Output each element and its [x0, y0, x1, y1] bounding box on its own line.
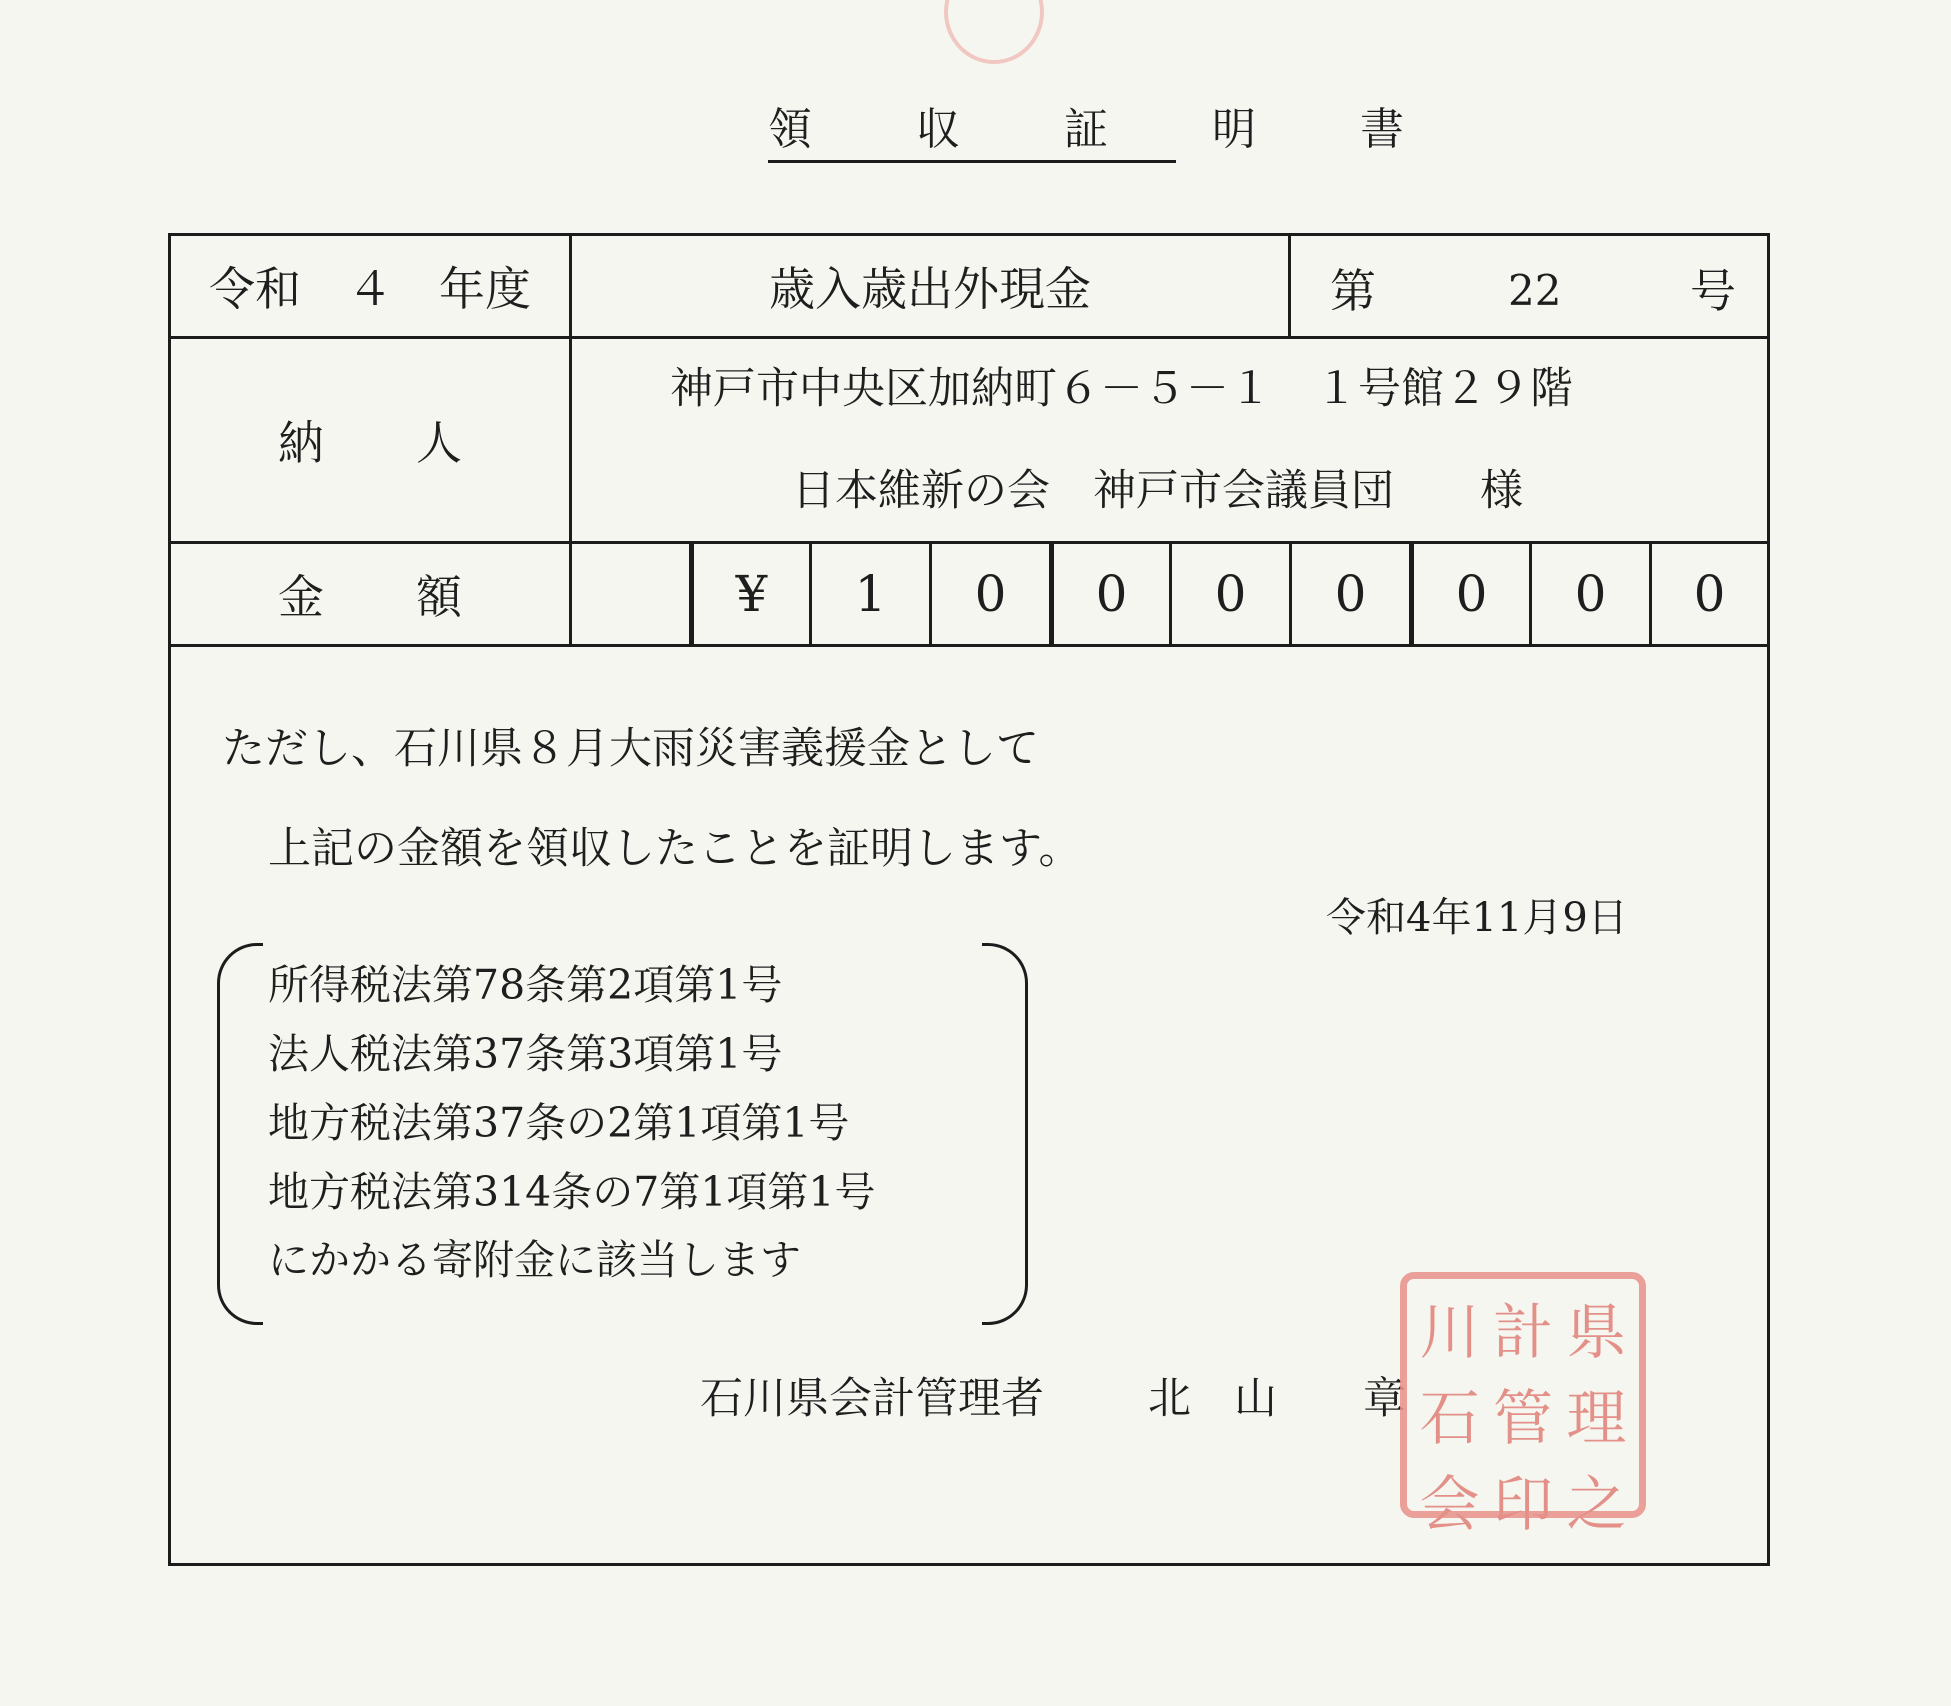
seal-char: 川	[1419, 1298, 1480, 1368]
purpose-text: ただし、石川県８月大雨災害義援金として	[222, 724, 1039, 774]
amount-digit: 0	[1334, 565, 1367, 623]
amount-yen-sign: ¥	[735, 565, 768, 623]
seal-char: 計	[1492, 1298, 1553, 1368]
law-reference: にかかる寄附金に該当します	[268, 1236, 801, 1284]
fiscal-year: 令和 ４ 年度	[209, 262, 531, 316]
seal-char: 之	[1566, 1470, 1627, 1540]
amount-digit: 0	[1214, 565, 1247, 623]
certification-text: 上記の金額を領収したことを証明します。	[268, 824, 1082, 874]
document-title: 領 収 証 明 書	[768, 108, 1176, 163]
amount-digit: 0	[1455, 565, 1488, 623]
amount-digit: 0	[1574, 565, 1607, 623]
seal-char: 会	[1419, 1470, 1480, 1540]
official-seal	[1400, 1272, 1646, 1540]
seal-char: 印	[1492, 1470, 1553, 1540]
number-prefix: 第	[1330, 264, 1376, 318]
receipt-number: 22	[1508, 266, 1562, 315]
number-suffix: 号	[1690, 264, 1736, 318]
seal-char: 県	[1566, 1298, 1627, 1368]
payer-label: 納 人	[278, 416, 462, 470]
law-reference: 所得税法第78条第2項第1号	[268, 961, 783, 1009]
top-partial-stamp	[944, 0, 1044, 64]
amount-digit: 0	[1693, 565, 1726, 623]
amount-digit: 1	[854, 565, 887, 623]
number-column-divider	[1288, 233, 1291, 338]
left-bracket	[217, 943, 263, 1325]
seal-char: 石	[1419, 1384, 1480, 1454]
issue-date: 令和4年11月9日	[1326, 895, 1628, 941]
amount-label: 金 額	[278, 570, 462, 624]
payer-address: 神戸市中央区加納町６－５－１ １号館２９階	[670, 364, 1573, 414]
right-bracket	[982, 943, 1028, 1325]
fund-category: 歳入歳出外現金	[769, 262, 1091, 316]
signatory-title: 石川県会計管理者	[700, 1374, 1044, 1424]
seal-char: 管	[1492, 1384, 1553, 1454]
amount-digit: 0	[974, 565, 1007, 623]
law-reference: 地方税法第314条の7第1項第1号	[268, 1168, 876, 1216]
signatory-name: 北 山 章	[1148, 1374, 1406, 1424]
amount-digit: 0	[1095, 565, 1128, 623]
law-reference: 地方税法第37条の2第1項第1号	[268, 1099, 850, 1147]
payer-name: 日本維新の会 神戸市会議員団 様	[792, 466, 1523, 516]
law-reference: 法人税法第37条第3項第1号	[268, 1030, 783, 1078]
amount-digit-blank	[572, 544, 689, 644]
seal-char: 理	[1566, 1384, 1627, 1454]
